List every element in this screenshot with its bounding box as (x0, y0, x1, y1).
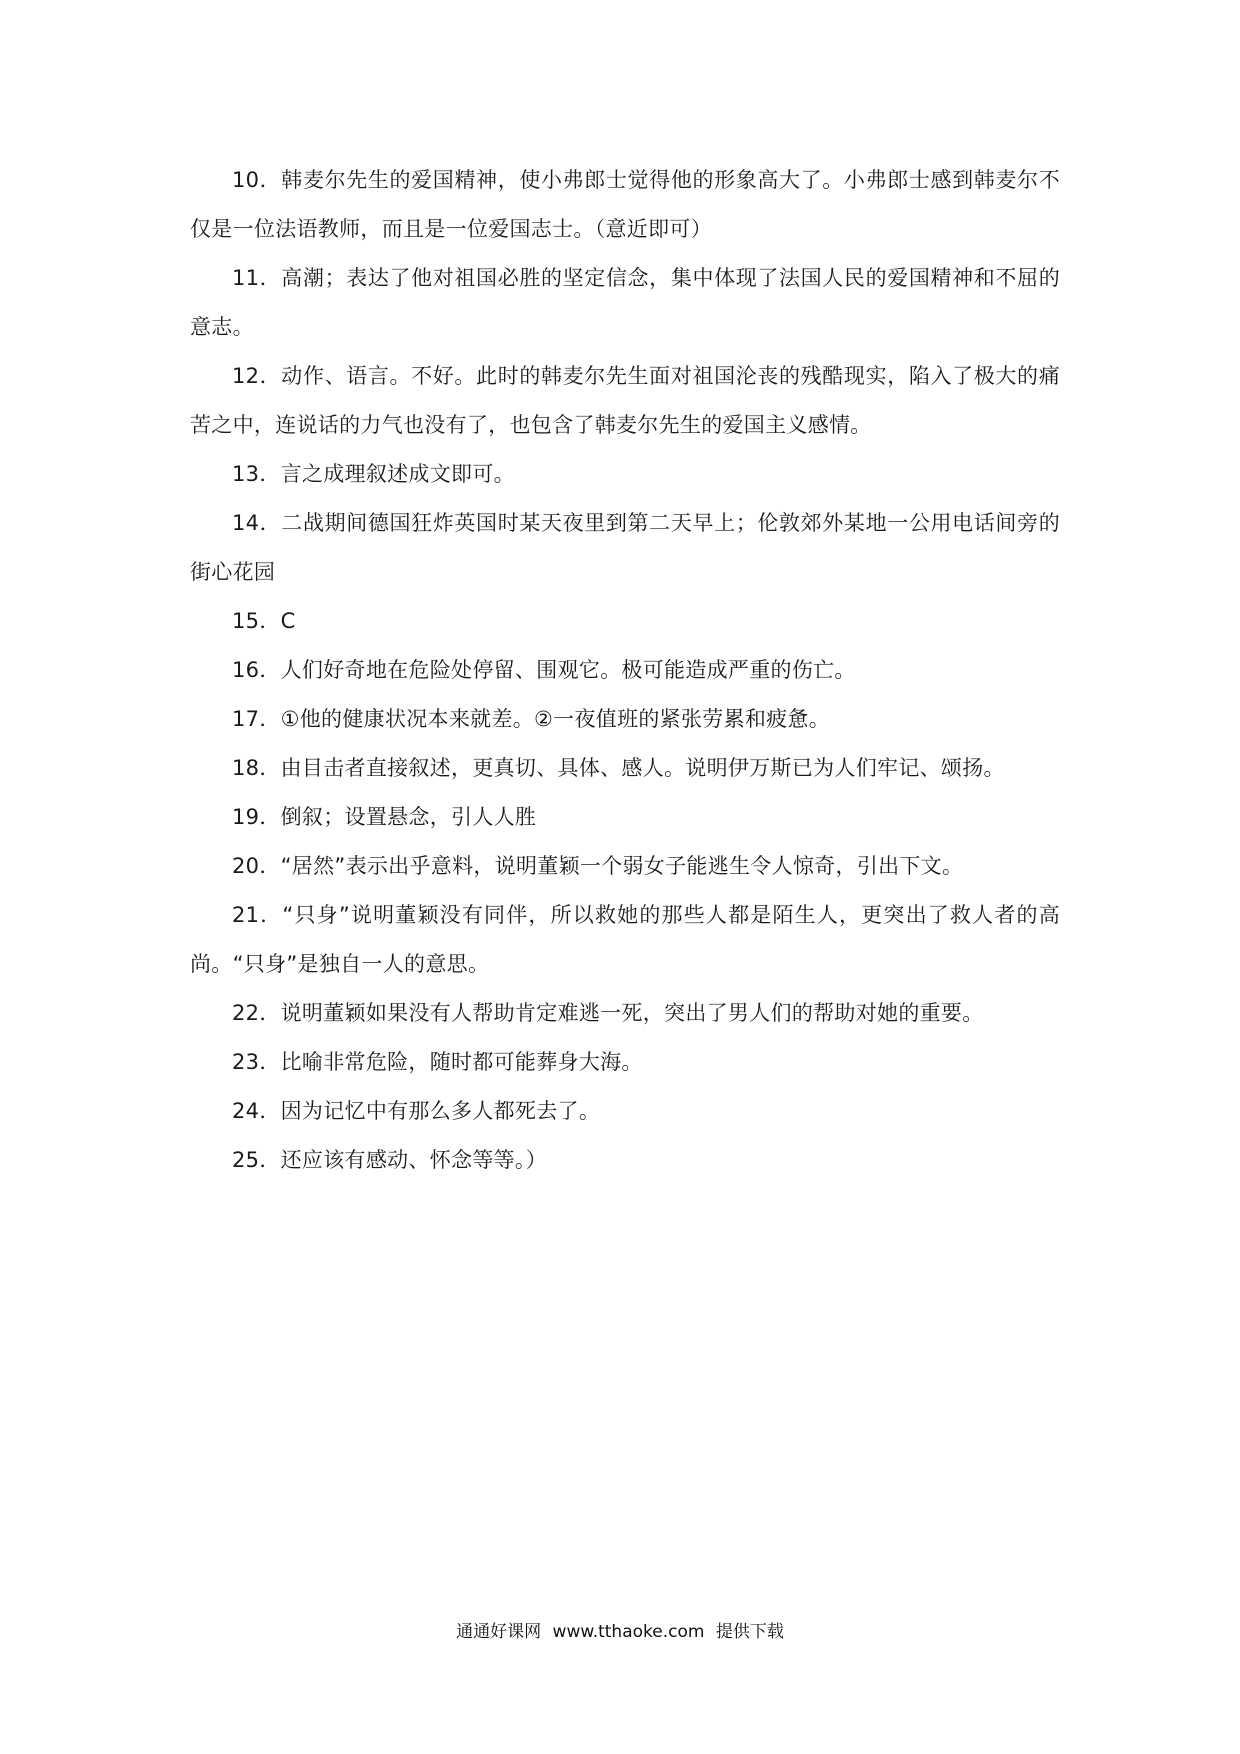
answer-20: 20．“居然”表示出乎意料，说明董颖一个弱女子能逃生令人惊奇，引出下文。 (232, 854, 964, 878)
answer-list (190, 156, 1060, 1185)
answer-16: 16．人们好奇地在危险处停留、围观它。极可能造成严重的伤亡。 (232, 658, 856, 682)
answer-13: 13．言之成理叙述成文即可。 (232, 462, 515, 486)
answer-24: 24．因为记忆中有那么多人都死去了。 (232, 1099, 601, 1123)
answer-19: 19．倒叙；设置悬念，引人人胜 (232, 805, 537, 829)
footer-suffix: 提供下载 (715, 1622, 784, 1642)
answer-15: 15．C (232, 609, 296, 633)
answer-25: 25．还应该有感动、怀念等等。） (232, 1148, 548, 1172)
answer-22: 22．说明董颖如果没有人帮助肯定难逃一死，突出了男人们的帮助对她的重要。 (232, 1001, 984, 1025)
answer-11: 11．高潮；表达了他对祖国必胜的坚定信念，集中体现了法国人民的爱国精神和不屈的意志。 (190, 266, 1060, 339)
answer-10: 10．韩麦尔先生的爱国精神，使小弗郎士觉得他的形象高大了。小弗郎士感到韩麦尔不仅是一位法语教师，而且是一位爱国志士。（意近即可） (190, 168, 1060, 241)
answer-18: 18．由目击者直接叙述，更真切、具体、感人。说明伊万斯已为人们牢记、颂扬。 (232, 756, 1005, 780)
answer-21: 21．“只身”说明董颖没有同伴，所以救她的那些人都是陌生人，更突出了救人者的高尚。“只身”是独自一人的意思。 (190, 903, 1060, 976)
answer-17: 17．①他的健康状况本来就差。②一夜值班的紧张劳累和疲惫。 (232, 707, 831, 731)
answer-12: 12．动作、语言。不好。此时的韩麦尔先生面对祖国沦丧的残酷现实，陷入了极大的痛苦之中，连说话的力气也没有了，也包含了韩麦尔先生的爱国主义感情。 (190, 364, 1060, 437)
page-footer (0, 1620, 1240, 1644)
footer-url-link[interactable]: www.tthaoke.com (552, 1622, 705, 1642)
answer-14: 14．二战期间德国狂炸英国时某天夜里到第二天早上；伦敦郊外某地一公用电话间旁的街心花园 (190, 511, 1060, 584)
answer-23: 23．比喻非常危险，随时都可能葬身大海。 (232, 1050, 643, 1074)
footer-site-name: 通通好课网 (456, 1622, 542, 1642)
